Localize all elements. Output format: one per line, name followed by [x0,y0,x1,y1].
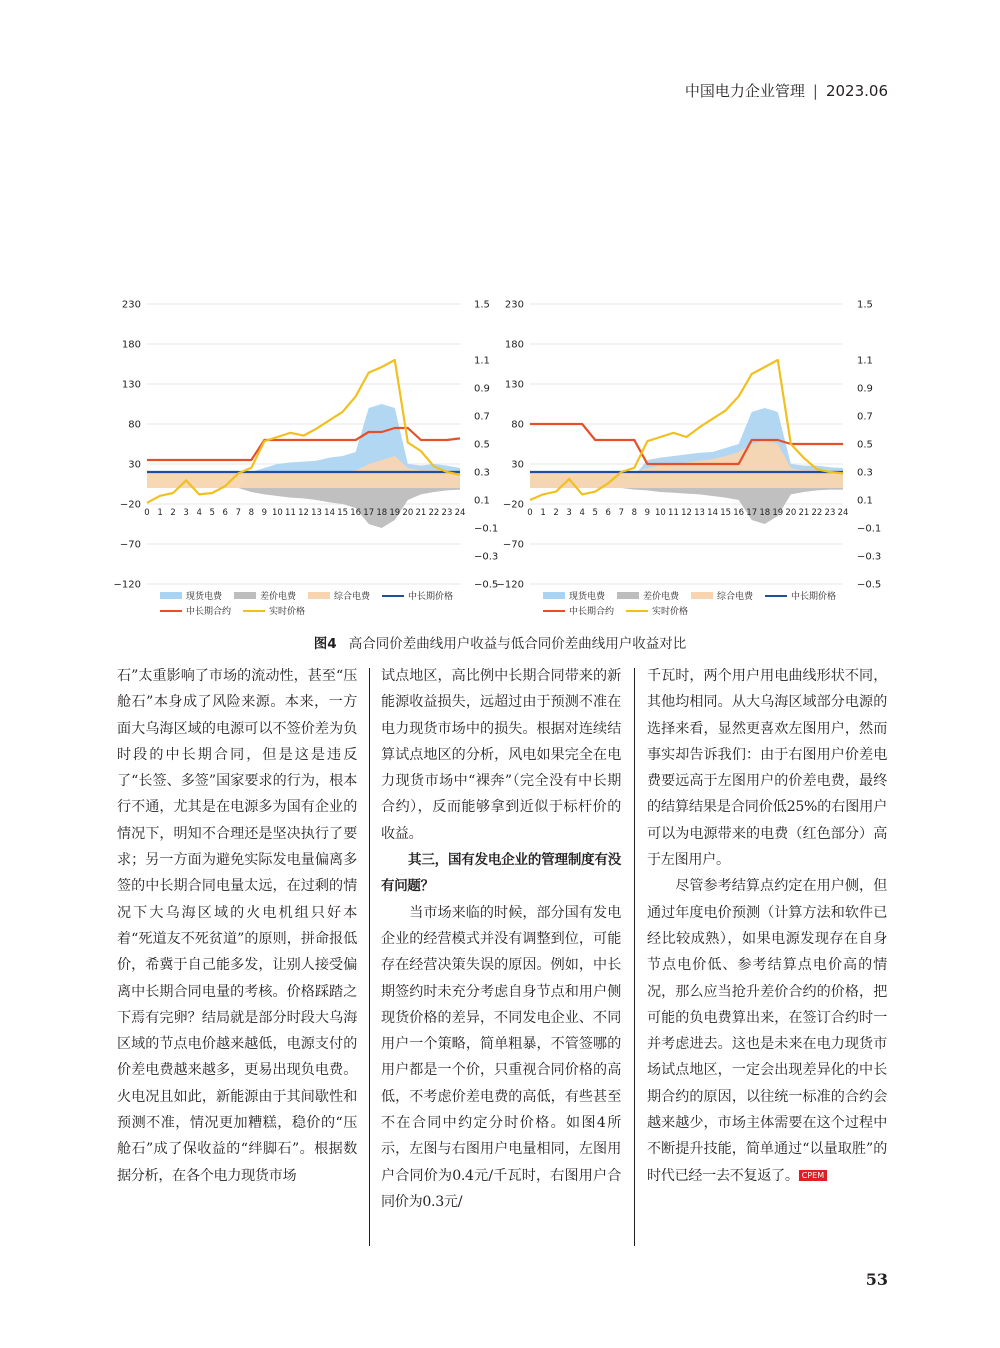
article-column-3 [647,663,887,1189]
x-tick-label: 7 [618,508,625,518]
legend-item-diff [617,589,679,602]
x-tick-label: 2 [170,508,176,518]
x-tick-label: 20 [402,508,414,518]
y-tick-label: −120 [113,579,141,591]
x-tick-label: 24 [454,508,466,518]
y2-tick-label: 0.5 [857,439,873,451]
issue-number: 2023.06 [825,82,888,100]
chart-right [493,292,883,622]
x-tick-label: 11 [668,508,679,518]
y2-tick-label: 0.7 [857,411,873,423]
x-tick-label: 9 [261,508,268,518]
x-tick-label: 15 [720,508,732,518]
x-tick-label: 17 [746,508,758,518]
y2-tick-label: 0.9 [474,383,490,395]
legend-item-rt [243,604,305,617]
y-tick-label: 30 [511,459,524,471]
legend-item-ltp [765,589,836,602]
y-tick-label: 230 [121,299,141,311]
legend-row [160,603,480,618]
y2-tick-label: 1.5 [857,299,873,311]
x-tick-label: 14 [707,508,718,518]
y-tick-label: 30 [128,459,141,471]
legend-swatch [382,595,404,597]
x-tick-label: 1 [157,508,163,518]
y-tick-label: −70 [502,539,524,551]
legend-swatch [234,592,256,599]
y2-tick-label: 0.1 [857,495,873,507]
x-tick-label: 12 [681,508,692,518]
x-tick-label: 1 [540,508,546,518]
legend-swatch [543,592,565,599]
cpem-end-badge: CPEM [799,1170,827,1181]
x-tick-label: 9 [644,508,651,518]
legend-label: 实时价格 [269,607,306,617]
y2-tick-label: 0.1 [474,495,490,507]
y-tick-label: 130 [504,379,524,391]
x-tick-label: 16 [350,508,362,518]
area-series-diff [530,488,843,524]
legend-row [543,588,863,603]
legend-swatch [691,592,713,599]
legend-swatch [617,592,639,599]
x-tick-label: 0 [144,508,150,518]
x-tick-label: 21 [798,508,810,518]
legend-label: 综合电费 [334,592,371,602]
legend-item-spot [543,589,605,602]
legend-label: 差价电费 [260,592,297,602]
y2-tick-label: −0.5 [857,579,882,591]
y2-tick-label: 1.1 [857,355,873,367]
x-tick-label: 2 [553,508,559,518]
y2-tick-label: 1.1 [474,355,490,367]
paragraph: 试点地区，高比例中长期合同带来的新能源收益损失，远超过由于预测不准在电力现货市场中的损失。根据对连续结算试点地区的分析，风电如果完全在电力现货市场中“裸奔”（完全没有中长期合约），反而能够拿到近似于标杆价的收益。 [381,668,621,842]
legend-label: 中长期价格 [791,592,837,602]
x-tick-label: 17 [363,508,375,518]
x-tick-label: 19 [772,508,784,518]
legend-item-diff [234,589,296,602]
x-tick-label: 10 [272,508,283,518]
y2-tick-label: −0.5 [474,579,499,591]
legend-swatch [243,610,265,612]
y2-tick-label: −0.3 [474,551,499,563]
y2-tick-label: 1.5 [474,299,490,311]
column-divider [369,668,370,1246]
x-tick-label: 24 [837,508,849,518]
x-tick-label: 18 [759,508,771,518]
paragraph: 当市场来临的时候，部分国有发电企业的经营模式并没有调整到位，可能存在经营决策失误的原因。例如，中长期签约时未充分考虑自身节点和用户侧现货价格的差异，不同发电企业、不同用户一个策略，简单粗暴，不管签哪的用户都是一个价，只重视合同价格的高低，不考虑价差电费的高低，有些甚至不在合同中约定分时价格。如图4所示，左图与右图用户电量相同，左图用户合同价为0.4元/千瓦时，右图用户合同价为0.3元/ [381,904,621,1210]
x-tick-label: 5 [209,508,215,518]
y-tick-label: 180 [504,339,524,351]
x-tick-label: 4 [579,508,585,518]
y2-tick-label: 0.7 [474,411,490,423]
x-tick-label: 12 [298,508,309,518]
paragraph [647,873,887,1189]
x-tick-label: 7 [235,508,242,518]
y-tick-label: 180 [121,339,141,351]
y-tick-label: −20 [119,499,141,511]
x-tick-label: 16 [733,508,745,518]
paragraph: 千瓦时，两个用户用电曲线形状不同，其他均相同。从大乌海区域部分电源的选择来看，显然更喜欢左图用户，然而事实却告诉我们：由于右图用户价差电费要远高于左图用户的价差电费，最终的结算结果是合同价低25%的右图用户可以为电源带来的电费（红色部分）高于左图用户。 [647,668,887,869]
legend-item-rt [626,604,688,617]
legend-label: 实时价格 [652,607,689,617]
legend-item-total [691,589,753,602]
x-tick-label: 22 [811,508,823,518]
legend-label: 综合电费 [717,592,754,602]
figure-label: 图4 [313,636,337,652]
chart-left [110,292,500,622]
y2-tick-label: −0.3 [857,551,882,563]
x-tick-label: 21 [415,508,427,518]
x-tick-label: 20 [785,508,797,518]
x-tick-label: 23 [824,508,836,518]
x-tick-label: 22 [428,508,440,518]
figure-title: 高合同价差曲线用户收益与低合同价差曲线用户收益对比 [348,636,687,652]
figure-caption [0,632,1000,652]
legend-swatch [765,595,787,597]
x-tick-label: 10 [655,508,666,518]
legend-swatch [308,592,330,599]
legend-label: 中长期价格 [408,592,454,602]
legend-item-total [308,589,370,602]
chart-left-plot [110,292,500,622]
article-column-1 [117,663,357,1189]
section-heading: 其三，国有发电企业的管理制度有没有问题？ [381,852,621,895]
legend-row [543,603,863,618]
y-tick-label: 130 [121,379,141,391]
y-tick-label: 230 [504,299,524,311]
y-tick-label: −70 [119,539,141,551]
line-series-ltc [147,428,460,460]
legend-label: 现货电费 [569,592,606,602]
y-tick-label: −20 [502,499,524,511]
chart-left-legend [160,588,480,618]
x-tick-label: 8 [248,508,255,518]
x-tick-label: 3 [566,508,572,518]
x-tick-label: 11 [285,508,296,518]
paragraph: 石”太重影响了市场的流动性，甚至“压舱石”本身成了风险来源。本来，一方面大乌海区域的电源可以不签价差为负时段的中长期合同，但是这是违反了“长签、多签”国家要求的行为，根本行不通，尤其是在电源多为国有企业的情况下，明知不合理还是坚决执行了要求；另一方面为避免实际发电量偏离多签的中长期合同电量太远，在过剩的情况下大乌海区域的火电机组只好本着“死道友不死贫道”的原则，拼命报低价，希冀于自己能多发，让别人接受偏离中长期合同电量的考核。价格踩踏之下焉有完卵？结局就是部分时段大乌海区域的节点电价越来越低，电源支付的价差电费越来越多，更易出现负电费。火电况且如此，新能源由于其间歇性和预测不准，情况更加糟糕，稳价的“压舱石”成了保收益的“绊脚石”。根据数据分析，在各个电力现货市场 [117,668,357,1184]
x-tick-label: 19 [389,508,401,518]
x-tick-label: 6 [605,508,611,518]
page-number: 53 [865,1270,888,1289]
x-tick-label: 14 [324,508,335,518]
y-tick-label: −120 [496,579,524,591]
legend-label: 现货电费 [186,592,223,602]
chart-right-plot [493,292,883,622]
y2-tick-label: −0.1 [474,523,499,535]
x-tick-label: 6 [222,508,228,518]
header-separator: | [812,82,818,100]
y-tick-label: 80 [511,419,524,431]
x-tick-label: 23 [441,508,453,518]
y2-tick-label: −0.1 [857,523,882,535]
x-tick-label: 13 [694,508,705,518]
y2-tick-label: 0.9 [857,383,873,395]
legend-swatch [543,610,565,612]
column-divider [634,668,635,1246]
legend-item-spot [160,589,222,602]
legend-swatch [160,610,182,612]
legend-item-ltp [382,589,453,602]
y2-tick-label: 0.5 [474,439,490,451]
legend-swatch [626,610,648,612]
x-tick-label: 5 [592,508,598,518]
y2-tick-label: 0.3 [474,467,490,479]
journal-name: 中国电力企业管理 [684,82,805,100]
y2-tick-label: 0.3 [857,467,873,479]
legend-item-ltc [543,604,614,617]
x-tick-label: 13 [311,508,322,518]
x-tick-label: 4 [196,508,202,518]
legend-item-ltc [160,604,231,617]
legend-label: 中长期合约 [569,607,615,617]
x-tick-label: 15 [337,508,349,518]
x-tick-label: 18 [376,508,388,518]
chart-right-legend [543,588,863,618]
legend-label: 中长期合约 [186,607,232,617]
article-column-2 [381,663,621,1215]
x-tick-label: 0 [527,508,533,518]
x-tick-label: 3 [183,508,189,518]
x-tick-label: 8 [631,508,638,518]
legend-swatch [160,592,182,599]
page-header [685,80,888,101]
paragraph-text: 尽管参考结算点约定在用户侧，但通过年度电价预测（计算方法和软件已经比较成熟），如果电源发现存在自身节点电价低、参考结算点电价高的情况，那么应当抢升差价合约的价格，把可能的负电费算出来，在签订合约时一并考虑进去。这也是未来在电力现货市场试点地区，一定会出现差异化的中长期合约的原因，以往统一标准的合约会越来越少，市场主体需要在这个过程中不断提升技能，简单通过“以量取胜”的时代已经一去不复返了。 [647,878,887,1184]
y-tick-label: 80 [128,419,141,431]
legend-row [160,588,480,603]
legend-label: 差价电费 [643,592,680,602]
